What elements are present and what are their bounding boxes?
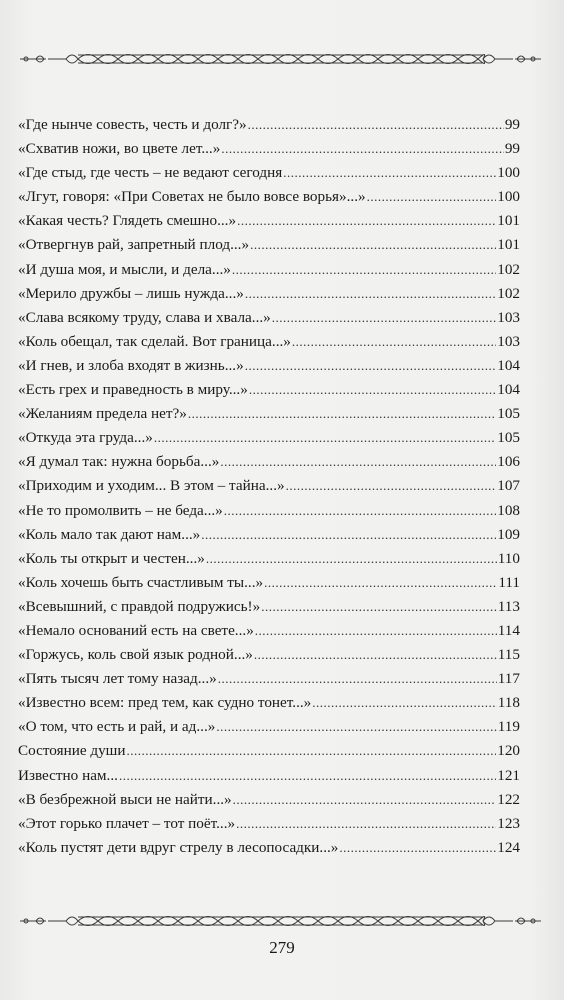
toc-entry-title: «Мерило дружбы – лишь нужда...» [18,284,244,302]
toc-entry [18,547,520,571]
toc-entry-title: «Коль ты открыт и честен...» [18,549,205,567]
toc-entry [18,619,520,643]
ornament-divider-icon [18,48,543,70]
toc-leader-dots [127,739,497,763]
toc-leader-dots [216,715,496,739]
toc-entry [18,258,520,282]
toc-entry-page: 103 [497,332,520,350]
toc-leader-dots [237,209,496,233]
toc-entry-page: 99 [504,116,520,133]
toc-entry-page: 103 [497,308,520,326]
toc-entry-title: «Отвергнув рай, запретный плод...» [18,236,250,254]
toc-entry-page: 100 [497,188,520,206]
toc-entry-title: «Этот горько плачет – тот поёт...» [18,814,236,832]
toc-leader-dots [245,354,497,378]
toc-entry [18,378,520,402]
toc-entry-title: «Горжусь, коль свой язык родной...» [18,646,253,664]
toc-entry-title: «Приходим и уходим... В этом – тайна...» [18,477,285,495]
toc-entry-title: «Слава всякому труду, слава и хвала...» [18,308,271,326]
toc-entry [18,426,520,450]
toc-leader-dots [236,812,496,836]
toc-leader-dots [254,643,497,667]
toc-leader-dots [367,185,497,209]
toc-entry-title: «И гнев, и злоба входят в жизнь...» [18,356,244,374]
toc-leader-dots [286,474,497,498]
toc-entry-page: 105 [497,405,520,423]
toc-leader-dots [218,667,497,691]
toc-entry-title: «Я думал так: нужна борьба...» [18,453,220,471]
toc-leader-dots [232,258,496,282]
table-of-contents [18,113,520,860]
toc-entry-title: «О том, что есть и рай, и ад...» [18,718,216,736]
toc-entry-page: 99 [504,140,520,158]
toc-leader-dots [292,330,496,354]
ornament-divider-icon [18,910,543,932]
toc-entry-page: 102 [497,284,520,302]
toc-entry-page: 101 [497,236,520,254]
toc-entry-page: 121 [497,766,520,784]
toc-entry [18,739,520,763]
toc-entry-page: 104 [497,356,520,374]
toc-entry-page: 100 [497,164,520,182]
toc-entry [18,330,520,354]
toc-entry-page: 119 [497,718,520,736]
toc-entry [18,233,520,257]
toc-entry-page: 109 [497,525,520,543]
toc-entry-title: «Пять тысяч лет тому назад...» [18,670,217,688]
toc-leader-dots [312,691,497,715]
toc-entry-page: 117 [497,670,520,688]
toc-leader-dots [249,378,496,402]
toc-entry-page: 114 [497,621,520,639]
toc-entry [18,450,520,474]
toc-entry [18,788,520,812]
toc-entry [18,499,520,523]
toc-leader-dots [233,788,497,812]
toc-entry [18,595,520,619]
toc-entry-page: 105 [497,429,520,447]
toc-entry [18,812,520,836]
toc-leader-dots [221,137,504,161]
toc-entry-title: «Немало оснований есть на свете...» [18,621,254,639]
toc-leader-dots [264,571,497,595]
page-number: 279 [269,938,295,957]
toc-entry-page: 118 [497,694,520,712]
toc-leader-dots [245,282,496,306]
toc-entry [18,113,520,137]
toc-entry [18,523,520,547]
toc-entry-page: 107 [497,477,520,495]
toc-entry [18,137,520,161]
toc-leader-dots [188,402,496,426]
toc-entry-title: «Не то промолвить – не беда...» [18,501,223,519]
toc-entry-title: «Схватив ножи, во цвете лет...» [18,140,221,158]
toc-entry-title: «Есть грех и праведность в миру...» [18,381,248,399]
toc-entry [18,402,520,426]
toc-entry-title: «Коль мало так дают нам...» [18,525,201,543]
toc-entry-page: 123 [497,814,520,832]
toc-entry-title: «Желаниям предела нет?» [18,405,187,423]
toc-entry [18,836,520,860]
toc-entry-page: 122 [497,790,520,808]
toc-leader-dots [283,161,496,185]
toc-leader-dots [201,523,496,547]
toc-entry-title: «Где нынче совесть, честь и долг?» [18,116,247,133]
toc-entry-page: 115 [497,646,520,664]
toc-entry-title: «Коль пустят дети вдруг стрелу в лесопосадки...» [18,838,339,856]
toc-leader-dots [206,547,497,571]
toc-leader-dots [119,764,496,788]
toc-leader-dots [154,426,496,450]
toc-leader-dots [272,306,496,330]
toc-entry [18,161,520,185]
toc-entry [18,715,520,739]
toc-entry-page: 102 [497,260,520,278]
toc-leader-dots [261,595,497,619]
toc-entry-title: «Лгут, говоря: «При Советах не было вовсе ворья»...» [18,188,366,206]
toc-entry [18,282,520,306]
toc-entry [18,667,520,691]
toc-entry-title: «Коль хочешь быть счастливым ты...» [18,573,264,591]
toc-entry-page: 124 [497,838,520,856]
toc-entry-title: «Откуда эта груда...» [18,429,153,447]
toc-leader-dots [224,499,496,523]
toc-entry [18,354,520,378]
toc-entry-page: 101 [497,212,520,230]
toc-entry-title: «Где стыд, где честь – не ведают сегодня [18,164,283,182]
toc-entry-title: «Известно всем: пред тем, как судно тонет...» [18,694,312,712]
toc-leader-dots [220,450,496,474]
toc-entry [18,185,520,209]
toc-entry-page: 106 [497,453,520,471]
toc-entry [18,474,520,498]
toc-entry-page: 120 [497,742,520,760]
toc-entry-title: «В безбрежной выси не найти...» [18,790,232,808]
toc-entry [18,764,520,788]
toc-entry-page: 110 [497,549,520,567]
toc-leader-dots [248,113,504,137]
toc-leader-dots [339,836,496,860]
toc-entry [18,571,520,595]
toc-entry-title: «Всевышний, с правдой подружись!» [18,597,261,615]
toc-leader-dots [250,233,496,257]
toc-entry-title: «И душа моя, и мысли, и дела...» [18,260,231,278]
toc-entry-page: 111 [498,573,520,591]
toc-entry [18,643,520,667]
toc-entry [18,209,520,233]
toc-entry-title: Состояние души [18,742,126,760]
toc-leader-dots [255,619,497,643]
toc-entry-title: «Коль обещал, так сделай. Вот граница...» [18,332,291,350]
toc-entry-page: 108 [497,501,520,519]
toc-entry-title: «Какая честь? Глядеть смешно...» [18,212,237,230]
toc-entry [18,306,520,330]
toc-entry-title: Известно нам... [18,766,118,784]
toc-entry-page: 104 [497,381,520,399]
toc-entry [18,691,520,715]
toc-entry-page: 113 [497,597,520,615]
